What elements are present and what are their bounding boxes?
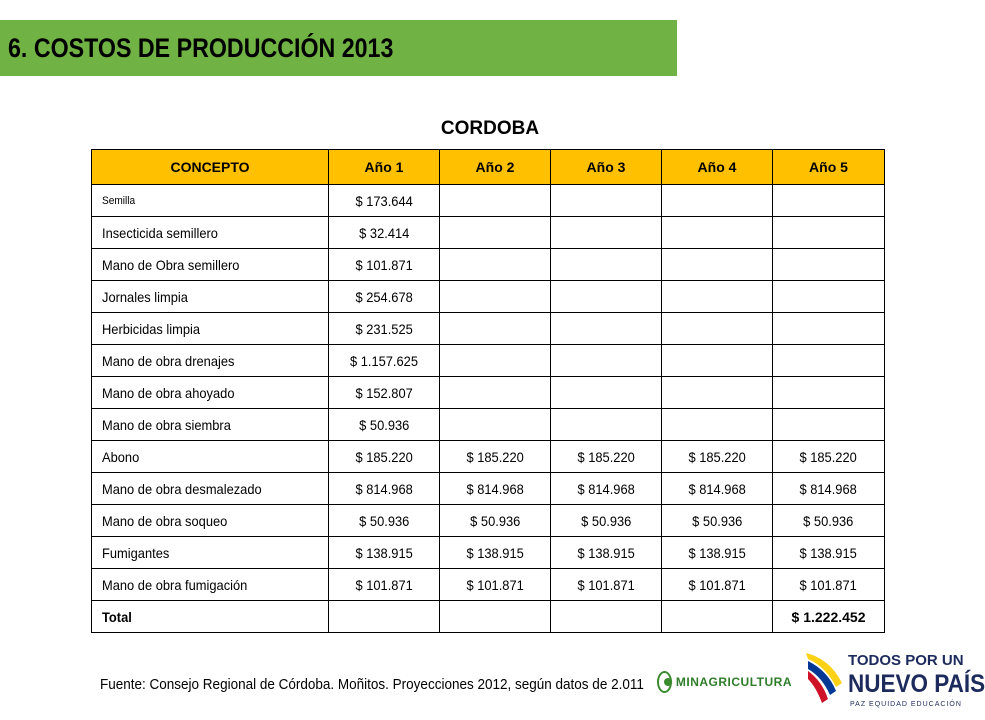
value-cell: [440, 313, 551, 345]
value-cell: $ 50.936: [329, 409, 440, 441]
value-cell: [773, 313, 885, 345]
value-cell: [551, 345, 662, 377]
value-cell: [773, 409, 885, 441]
table-row: [92, 281, 885, 313]
value-cell: [662, 249, 773, 281]
value-cell: $ 814.968: [773, 473, 885, 505]
government-brand-logo: [800, 643, 985, 720]
ministry-logo: [657, 664, 792, 700]
value-cell: [551, 377, 662, 409]
value-cell: $ 185.220: [440, 441, 551, 473]
ministry-logo-text: MINAGRICULTURA: [675, 675, 792, 689]
value-cell: $ 185.220: [662, 441, 773, 473]
value-cell: [440, 281, 551, 313]
total-label: Total: [92, 601, 329, 633]
brand-line-2: NUEVO PAÍS: [848, 670, 985, 698]
value-cell: $ 101.871: [329, 249, 440, 281]
value-cell: $ 814.968: [662, 473, 773, 505]
value-cell: [440, 409, 551, 441]
value-cell: $ 138.915: [662, 537, 773, 569]
value-cell: [662, 185, 773, 217]
value-cell: [773, 377, 885, 409]
column-header: Año 2: [440, 150, 551, 185]
value-cell: [551, 185, 662, 217]
value-cell: $ 185.220: [773, 441, 885, 473]
table-title: CORDOBA: [440, 118, 540, 139]
value-cell: [662, 281, 773, 313]
value-cell: [551, 409, 662, 441]
section-title: 6. COSTOS DE PRODUCCIÓN 2013: [8, 33, 394, 63]
value-cell: $ 101.871: [773, 569, 885, 601]
value-cell: $ 50.936: [773, 505, 885, 537]
value-cell: $ 814.968: [440, 473, 551, 505]
value-cell: [551, 217, 662, 249]
value-cell: [551, 249, 662, 281]
value-cell: $ 138.915: [551, 537, 662, 569]
value-cell: [662, 313, 773, 345]
section-title-bar: [0, 20, 677, 76]
value-cell: $ 1.157.625: [329, 345, 440, 377]
table-row: [92, 377, 885, 409]
table-row: [92, 441, 885, 473]
total-cell: [551, 601, 662, 633]
value-cell: $ 101.871: [662, 569, 773, 601]
table-row: [92, 185, 885, 217]
concept-cell: Mano de obra drenajes: [92, 345, 329, 377]
table-row: [92, 409, 885, 441]
value-cell: [773, 185, 885, 217]
value-cell: $ 50.936: [662, 505, 773, 537]
value-cell: $ 101.871: [440, 569, 551, 601]
value-cell: [551, 313, 662, 345]
column-header: Año 3: [551, 150, 662, 185]
table-row: [92, 505, 885, 537]
concept-cell: Mano de obra fumigación: [92, 569, 329, 601]
value-cell: [440, 377, 551, 409]
value-cell: [440, 249, 551, 281]
value-cell: $ 814.968: [551, 473, 662, 505]
value-cell: [440, 345, 551, 377]
value-cell: $ 101.871: [551, 569, 662, 601]
value-cell: [662, 345, 773, 377]
value-cell: $ 101.871: [329, 569, 440, 601]
seal-icon: [657, 671, 672, 693]
concept-cell: Insecticida semillero: [92, 217, 329, 249]
value-cell: $ 138.915: [440, 537, 551, 569]
concept-cell: Jornales limpia: [92, 281, 329, 313]
value-cell: [440, 217, 551, 249]
value-cell: [662, 217, 773, 249]
brand-line-1: TODOS POR UN: [848, 652, 964, 669]
value-cell: $ 138.915: [329, 537, 440, 569]
value-cell: $ 185.220: [329, 441, 440, 473]
concept-cell: Fumigantes: [92, 537, 329, 569]
value-cell: $ 138.915: [773, 537, 885, 569]
brand-line-3: PAZ EQUIDAD EDUCACIÓN: [850, 701, 962, 708]
value-cell: [440, 185, 551, 217]
concept-cell: Mano de Obra semillero: [92, 249, 329, 281]
total-row: [92, 601, 885, 633]
value-cell: $ 50.936: [329, 505, 440, 537]
table-row: [92, 217, 885, 249]
table-row: [92, 473, 885, 505]
concept-cell: Mano de obra ahoyado: [92, 377, 329, 409]
column-header: Año 5: [773, 150, 885, 185]
concept-cell: Abono: [92, 441, 329, 473]
value-cell: $ 254.678: [329, 281, 440, 313]
value-cell: $ 185.220: [551, 441, 662, 473]
source-note: Fuente: Consejo Regional de Córdoba. Moñitos. Proyecciones 2012, según datos de 2.011: [100, 676, 644, 693]
value-cell: $ 32.414: [329, 217, 440, 249]
table-row: [92, 249, 885, 281]
table-row: [92, 569, 885, 601]
production-costs-table: [91, 149, 885, 633]
value-cell: [551, 281, 662, 313]
value-cell: $ 152.807: [329, 377, 440, 409]
concept-cell: Mano de obra siembra: [92, 409, 329, 441]
value-cell: $ 173.644: [329, 185, 440, 217]
concept-cell: Semilla: [92, 185, 329, 217]
value-cell: $ 231.525: [329, 313, 440, 345]
colombia-flag-swoosh-icon: [800, 643, 848, 720]
table-row: [92, 345, 885, 377]
total-cell: [662, 601, 773, 633]
value-cell: [773, 345, 885, 377]
table-row: [92, 313, 885, 345]
column-header: Año 4: [662, 150, 773, 185]
value-cell: $ 50.936: [440, 505, 551, 537]
table-header-row: [92, 150, 885, 185]
total-cell: [329, 601, 440, 633]
value-cell: [773, 217, 885, 249]
value-cell: [773, 281, 885, 313]
value-cell: $ 50.936: [551, 505, 662, 537]
table-row: [92, 537, 885, 569]
value-cell: [773, 249, 885, 281]
concept-cell: Mano de obra desmalezado: [92, 473, 329, 505]
value-cell: $ 814.968: [329, 473, 440, 505]
value-cell: [662, 377, 773, 409]
total-cell: [440, 601, 551, 633]
value-cell: [662, 409, 773, 441]
column-header: Año 1: [329, 150, 440, 185]
column-header: CONCEPTO: [92, 150, 329, 185]
total-value: $ 1.222.452: [773, 601, 885, 633]
concept-cell: Herbicidas limpia: [92, 313, 329, 345]
concept-cell: Mano de obra soqueo: [92, 505, 329, 537]
